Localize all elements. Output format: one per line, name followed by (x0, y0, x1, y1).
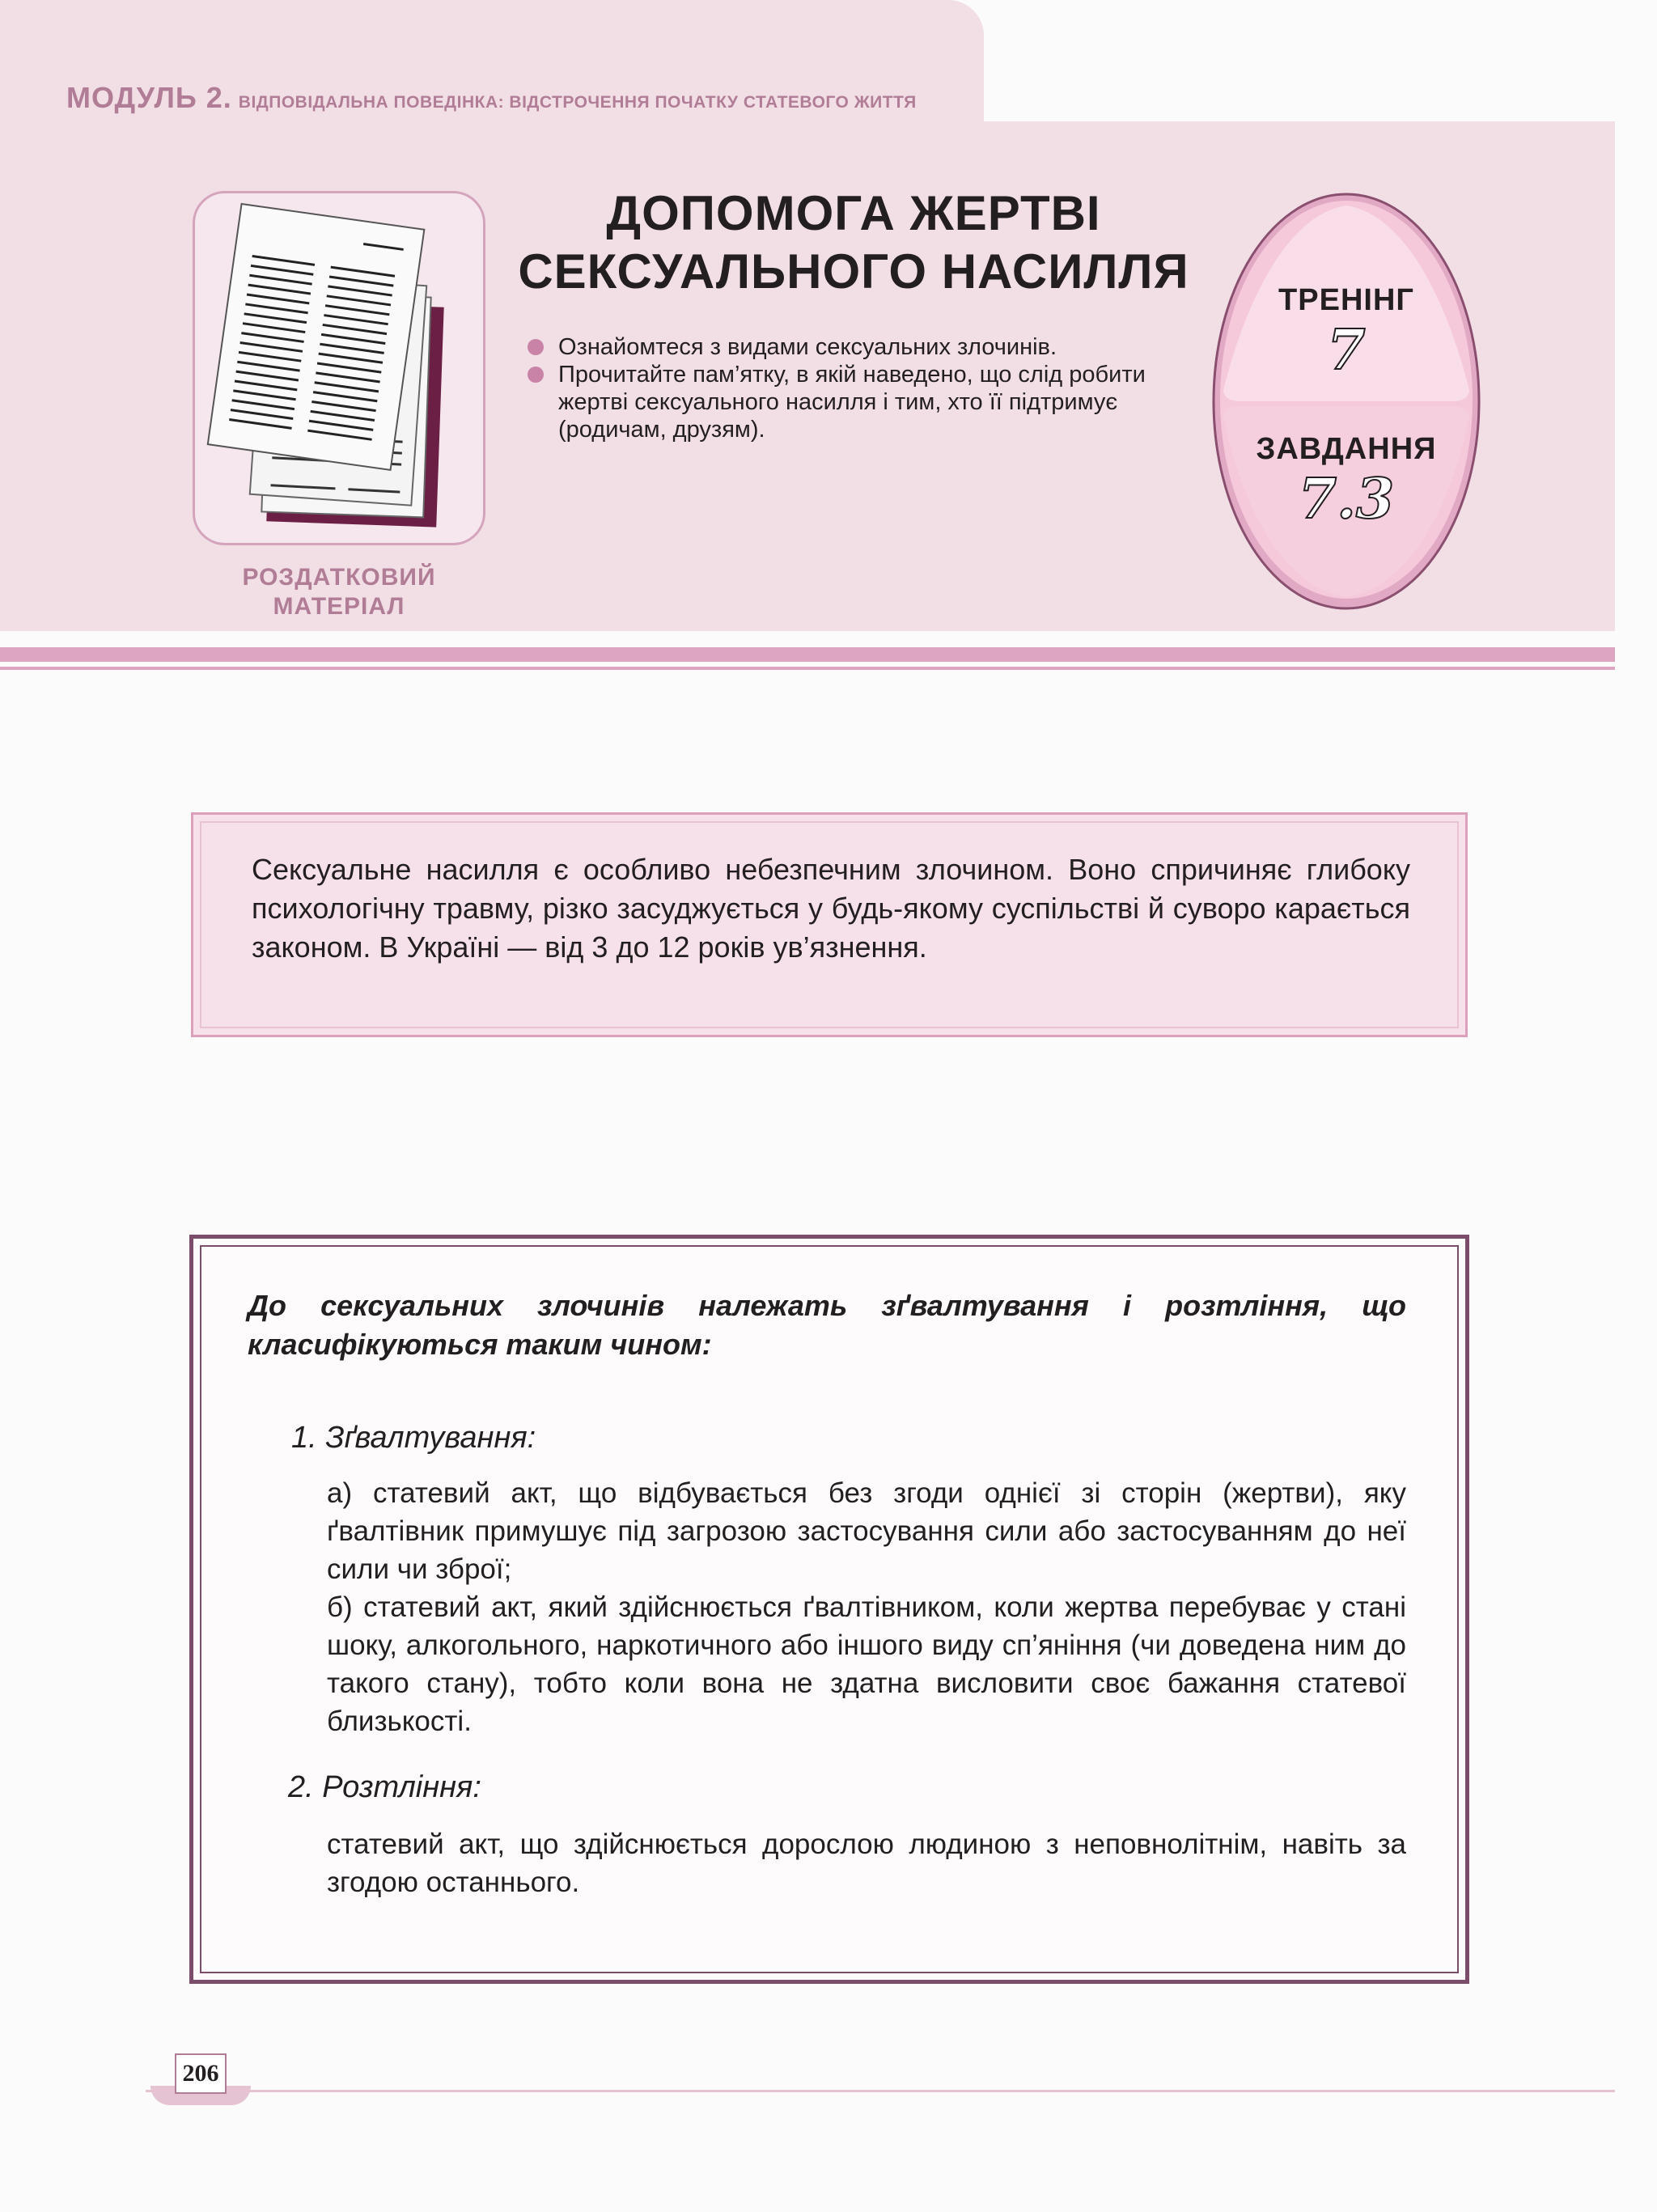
module-label: МОДУЛЬ 2. (66, 81, 232, 114)
item1-body (327, 1474, 1406, 1740)
instruction-item: Ознайомтеся з видами сексуальних злочинів. (528, 333, 1181, 361)
page-title-line2: СЕКСУАЛЬНОГО НАСИЛЛЯ (518, 244, 1189, 299)
handout-documents-icon (193, 191, 485, 545)
training-label: ТРЕНІНГ (1278, 283, 1414, 317)
classification-intro: До сексуальних злочинів належать зґвалтування і розтління, що класифікуються таким чином: (248, 1289, 1406, 1361)
handout-label-line2: МАТЕРІАЛ (273, 593, 405, 620)
page-number: 206 (175, 2053, 227, 2094)
header-divider-thin (0, 667, 1615, 670)
page-title-line1: ДОПОМОГА ЖЕРТВІ (606, 186, 1101, 240)
training-task-badge (1210, 191, 1482, 612)
module-heading (66, 81, 917, 115)
training-number: 7 (1327, 318, 1366, 383)
handout-label (193, 563, 485, 621)
item1-title: 1. Зґвалтування: (291, 1421, 536, 1455)
module-subtitle: ВІДПОВІДАЛЬНА ПОВЕДІНКА: ВІДСТРОЧЕННЯ ПОЧАТКУ СТАТЕВОГО ЖИТТЯ (238, 93, 917, 112)
header-divider-thick (0, 647, 1615, 662)
instruction-list (528, 333, 1181, 443)
bullet-dot-icon (528, 339, 544, 355)
task-label: ЗАВДАННЯ (1256, 432, 1437, 466)
task-number: 7.3 (1298, 467, 1395, 532)
item2-body: статевий акт, що здійснюється дорослою людиною з неповнолітнім, навіть за згодою останнього. (327, 1829, 1406, 1898)
page-title (502, 184, 1206, 301)
item1-point-a: а) статевий акт, що відбувається без згоди однієї зі сторін (жертви), яку ґвалтівник примушує під загрозою застосування сили або застосуванням до неї сили чи зброї; (327, 1477, 1406, 1585)
bullet-dot-icon (528, 367, 544, 383)
training-block (1210, 283, 1482, 383)
item1-point-b: б) статевий акт, який здійснюється ґвалтівником, коли жертва перебуває у стані шоку, алкогольного, наркотичного або іншого виду сп’яніння (чи доведена ним до такого стану), тобто коли вона не здатна висловити своє бажання статевої близькості. (327, 1591, 1406, 1737)
intro-box (191, 812, 1468, 1037)
header-corner (984, 0, 1615, 121)
instruction-item: Прочитайте пам’ятку, в якій наведено, що слід робити жертві сексуального насилля і тим, хто її підтримує (родичам, друзям). (528, 361, 1181, 443)
handout-label-line1: РОЗДАТКОВИЙ (242, 564, 436, 591)
intro-box-text: Сексуальне насилля є особливо небезпечним злочином. Воно спричиняє глибоку психологічну травму, різко засуджується у будь-якому суспільстві й суворо карається законом. В Україні — від 3 до 12 років ув’язнення. (252, 853, 1410, 964)
item2-title: 2. Розтління: (288, 1770, 481, 1804)
footer-line (146, 2090, 1615, 2092)
task-block (1210, 432, 1482, 532)
